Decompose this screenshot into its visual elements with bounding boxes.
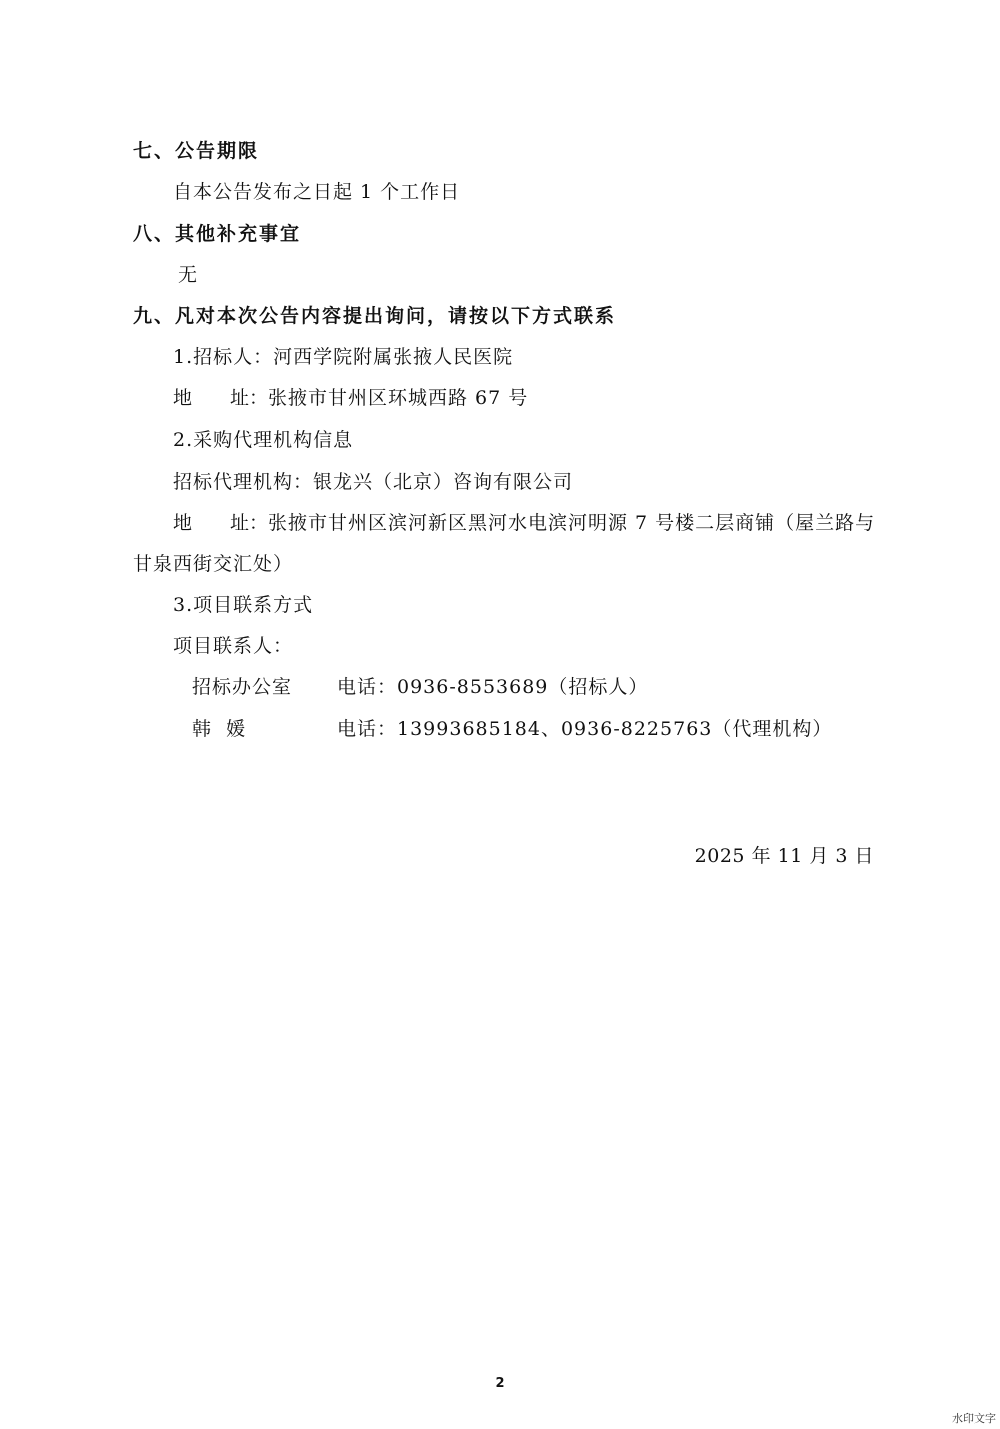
section-9-heading: 九、凡对本次公告内容提出询问，请按以下方式联系 <box>133 305 617 327</box>
section-8-body: 无 <box>178 264 199 286</box>
section-7-body: 自本公告发布之日起 1 个工作日 <box>173 181 461 203</box>
agency-heading: 2.采购代理机构信息 <box>173 429 354 451</box>
page-number: 2 <box>495 1376 505 1391</box>
agency-address-value-1: 张掖市甘州区滨河新区黑河水电滨河明源 7 号楼二层商铺（屋兰路与 <box>268 512 876 534</box>
contact-heading: 3.项目联系方式 <box>173 594 314 616</box>
agency-address-value-2: 甘泉西街交汇处） <box>133 553 294 575</box>
document-date: 2025 年 11 月 3 日 <box>694 845 874 867</box>
agency-address <box>173 509 875 537</box>
section-8-heading: 八、其他补充事宜 <box>133 223 302 245</box>
contact-name: 招标办公室 <box>192 676 293 698</box>
contact-label: 项目联系人： <box>173 635 294 657</box>
agency-address-label: 地 址： <box>173 512 269 534</box>
tenderer-line: 1.招标人：河西学院附属张掖人民医院 <box>173 346 514 368</box>
tenderer-address-value: 张掖市甘州区环城西路 67 号 <box>268 387 529 409</box>
contact-phone: 电话：0936-8553689（招标人） <box>337 676 649 698</box>
contact-name: 韩 媛 <box>192 718 247 740</box>
watermark-text: 水印文字 <box>952 1412 996 1425</box>
section-7-heading: 七、公告期限 <box>133 140 260 162</box>
agency-line: 招标代理机构：银龙兴（北京）咨询有限公司 <box>173 471 574 493</box>
tenderer-address-label: 地 址： <box>173 387 269 409</box>
contact-phone: 电话：13993685184、0936-8225763（代理机构） <box>337 718 833 740</box>
tenderer-address <box>173 384 528 412</box>
